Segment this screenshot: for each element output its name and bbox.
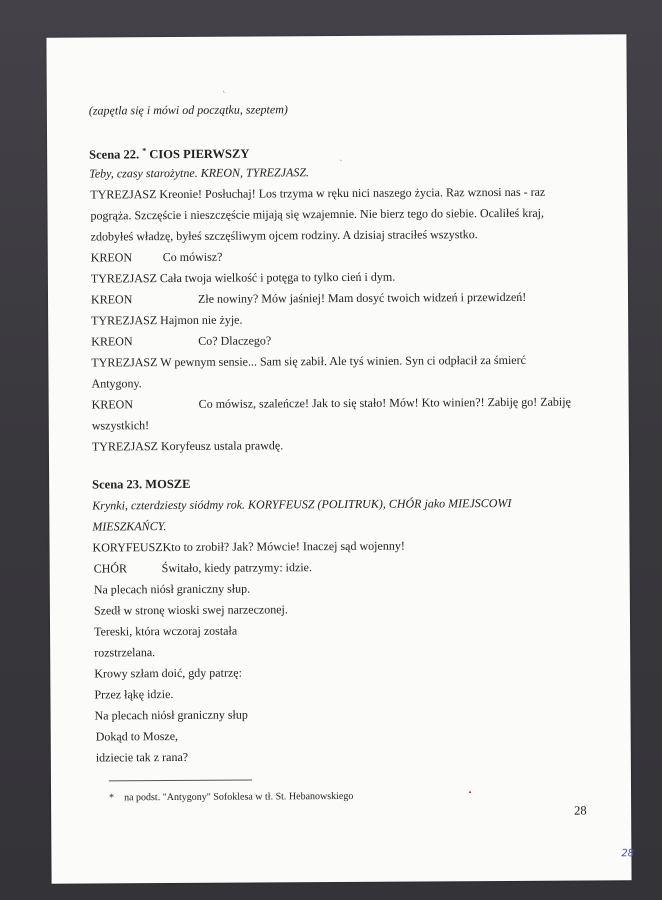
speaker-name: TYREZJASZ bbox=[91, 439, 158, 454]
scan-speck: ˋ bbox=[339, 157, 343, 168]
ink-dot bbox=[469, 791, 471, 793]
dialogue-line bbox=[92, 438, 283, 453]
footnote-divider bbox=[109, 780, 252, 782]
line-text: Cała twoja wielkość i potęga to tylko cień i dym. bbox=[159, 269, 396, 286]
line-text: Co? Dlaczego? bbox=[198, 333, 272, 348]
line-text: Kto to zrobił? Jak? Mówcie! Inaczej sąd wojenny! bbox=[162, 538, 405, 555]
scene-23-setting-continued: MIESZKAŃCY. bbox=[92, 519, 167, 534]
line-text: Kreonie! Posłuchaj! Los trzyma w ręku nici naszego życia. Raz wznosi nas - raz bbox=[159, 184, 546, 202]
dialogue-line bbox=[91, 353, 526, 370]
dialogue-line bbox=[91, 313, 242, 328]
line-text: Świtało, kiedy patrzymy: idzie. bbox=[161, 560, 313, 576]
speaker-name: KREON bbox=[90, 250, 133, 265]
footnote bbox=[109, 790, 353, 805]
dialogue-line bbox=[91, 333, 271, 348]
speaker-name: CHÓR bbox=[93, 561, 128, 576]
speaker-name: KREON bbox=[91, 397, 134, 412]
speaker-name: TYREZJASZ bbox=[91, 313, 158, 328]
dialogue-line bbox=[90, 185, 545, 202]
scene-23-prefix: Scena 23. bbox=[92, 477, 143, 492]
dialogue-line bbox=[91, 270, 395, 286]
verse-line: rozstrzelana. bbox=[94, 645, 156, 660]
page-number: 28 bbox=[574, 803, 587, 818]
footnote-marker: * bbox=[142, 146, 147, 156]
footnote-text: na podst. "Antygony" Sofoklesa w tł. St. Hebanowskiego bbox=[124, 790, 354, 804]
speaker-name: TYREZJASZ bbox=[90, 271, 157, 286]
speaker-name: KORYFEUSZ bbox=[92, 540, 163, 555]
verse-line: Na plecach niósł graniczny słup bbox=[94, 707, 248, 723]
dialogue-line bbox=[91, 250, 223, 265]
dialogue-line: Antygony. bbox=[91, 376, 142, 391]
handwritten-page-number: 28 bbox=[621, 848, 635, 860]
dialogue-line bbox=[92, 395, 571, 412]
scene-22-setting: Teby, czasy starożytne. KREON, TYREZJASZ. bbox=[89, 165, 310, 181]
line-text: Co mówisz, szaleńcze! Jak to się stało! Mów! Kto winien?! Zabiję go! Zabiję bbox=[198, 394, 571, 411]
dialogue-line: wszystkich! bbox=[91, 418, 150, 433]
line-text: Koryfeusz ustala prawdę. bbox=[160, 438, 284, 454]
verse-line: Przez łąkę idzie. bbox=[94, 687, 174, 702]
verse-line: Krowy szłam doić, gdy patrzę: bbox=[94, 665, 242, 681]
document-page bbox=[46, 34, 635, 884]
scene-23-title: MOSZE bbox=[145, 476, 191, 492]
scene-22-title: CIOS PIERWSZY bbox=[149, 146, 250, 162]
speaker-name: TYREZJASZ bbox=[90, 187, 157, 202]
line-text: Hajmon nie żyje. bbox=[160, 312, 243, 328]
verse-line: Szedł w stronę wioski swej narzeczonej. bbox=[93, 602, 288, 618]
dialogue-line bbox=[94, 560, 312, 575]
verse-line: Na plecach niósł graniczny słup. bbox=[93, 581, 251, 597]
stage-direction: (zapętla się i mówi od początku, szeptem) bbox=[88, 102, 288, 118]
scene-22-heading bbox=[89, 144, 249, 162]
footnote-marker: * bbox=[109, 792, 115, 804]
speaker-name: KREON bbox=[90, 292, 133, 307]
scene-23-heading bbox=[92, 477, 190, 492]
verse-line: idziecie tak z rana? bbox=[95, 749, 189, 765]
verse-line: Tereski, która wczoraj została bbox=[94, 623, 238, 639]
line-text: Złe nowiny? Mów jaśniej! Mam dosyć twoich widzeń i przewidzeń! bbox=[197, 289, 527, 306]
scan-speck: ˛ bbox=[222, 82, 226, 93]
dialogue-line: pogrąża. Szczęście i nieszczęście mijają się wzajemnie. Nie bierz tego do siebie. Ocaliłeś kraj, bbox=[90, 205, 545, 223]
scene-22-prefix: Scena 22. bbox=[89, 147, 140, 162]
dialogue-line: zdobyłeś władzę, byłeś szczęśliwym ojcem rodziny. A dzisiaj straciłeś wszystko. bbox=[90, 227, 478, 244]
dialogue-line bbox=[92, 539, 404, 555]
line-text: W pewnym sensie... Sam się zabił. Ale tyś winien. Syn ci odpłacił za śmierć bbox=[160, 352, 526, 370]
verse-line: Dokąd to Mosze, bbox=[95, 728, 179, 744]
line-text: Co mówisz? bbox=[162, 249, 223, 265]
dialogue-line bbox=[91, 290, 526, 307]
speaker-name: KREON bbox=[91, 334, 133, 349]
scene-23-setting: Krynki, czterdziesty siódmy rok. KORYFEUSZ (POLITRUK), CHÓR jako MIEJSCOWI bbox=[92, 495, 512, 513]
speaker-name: TYREZJASZ bbox=[91, 355, 158, 370]
